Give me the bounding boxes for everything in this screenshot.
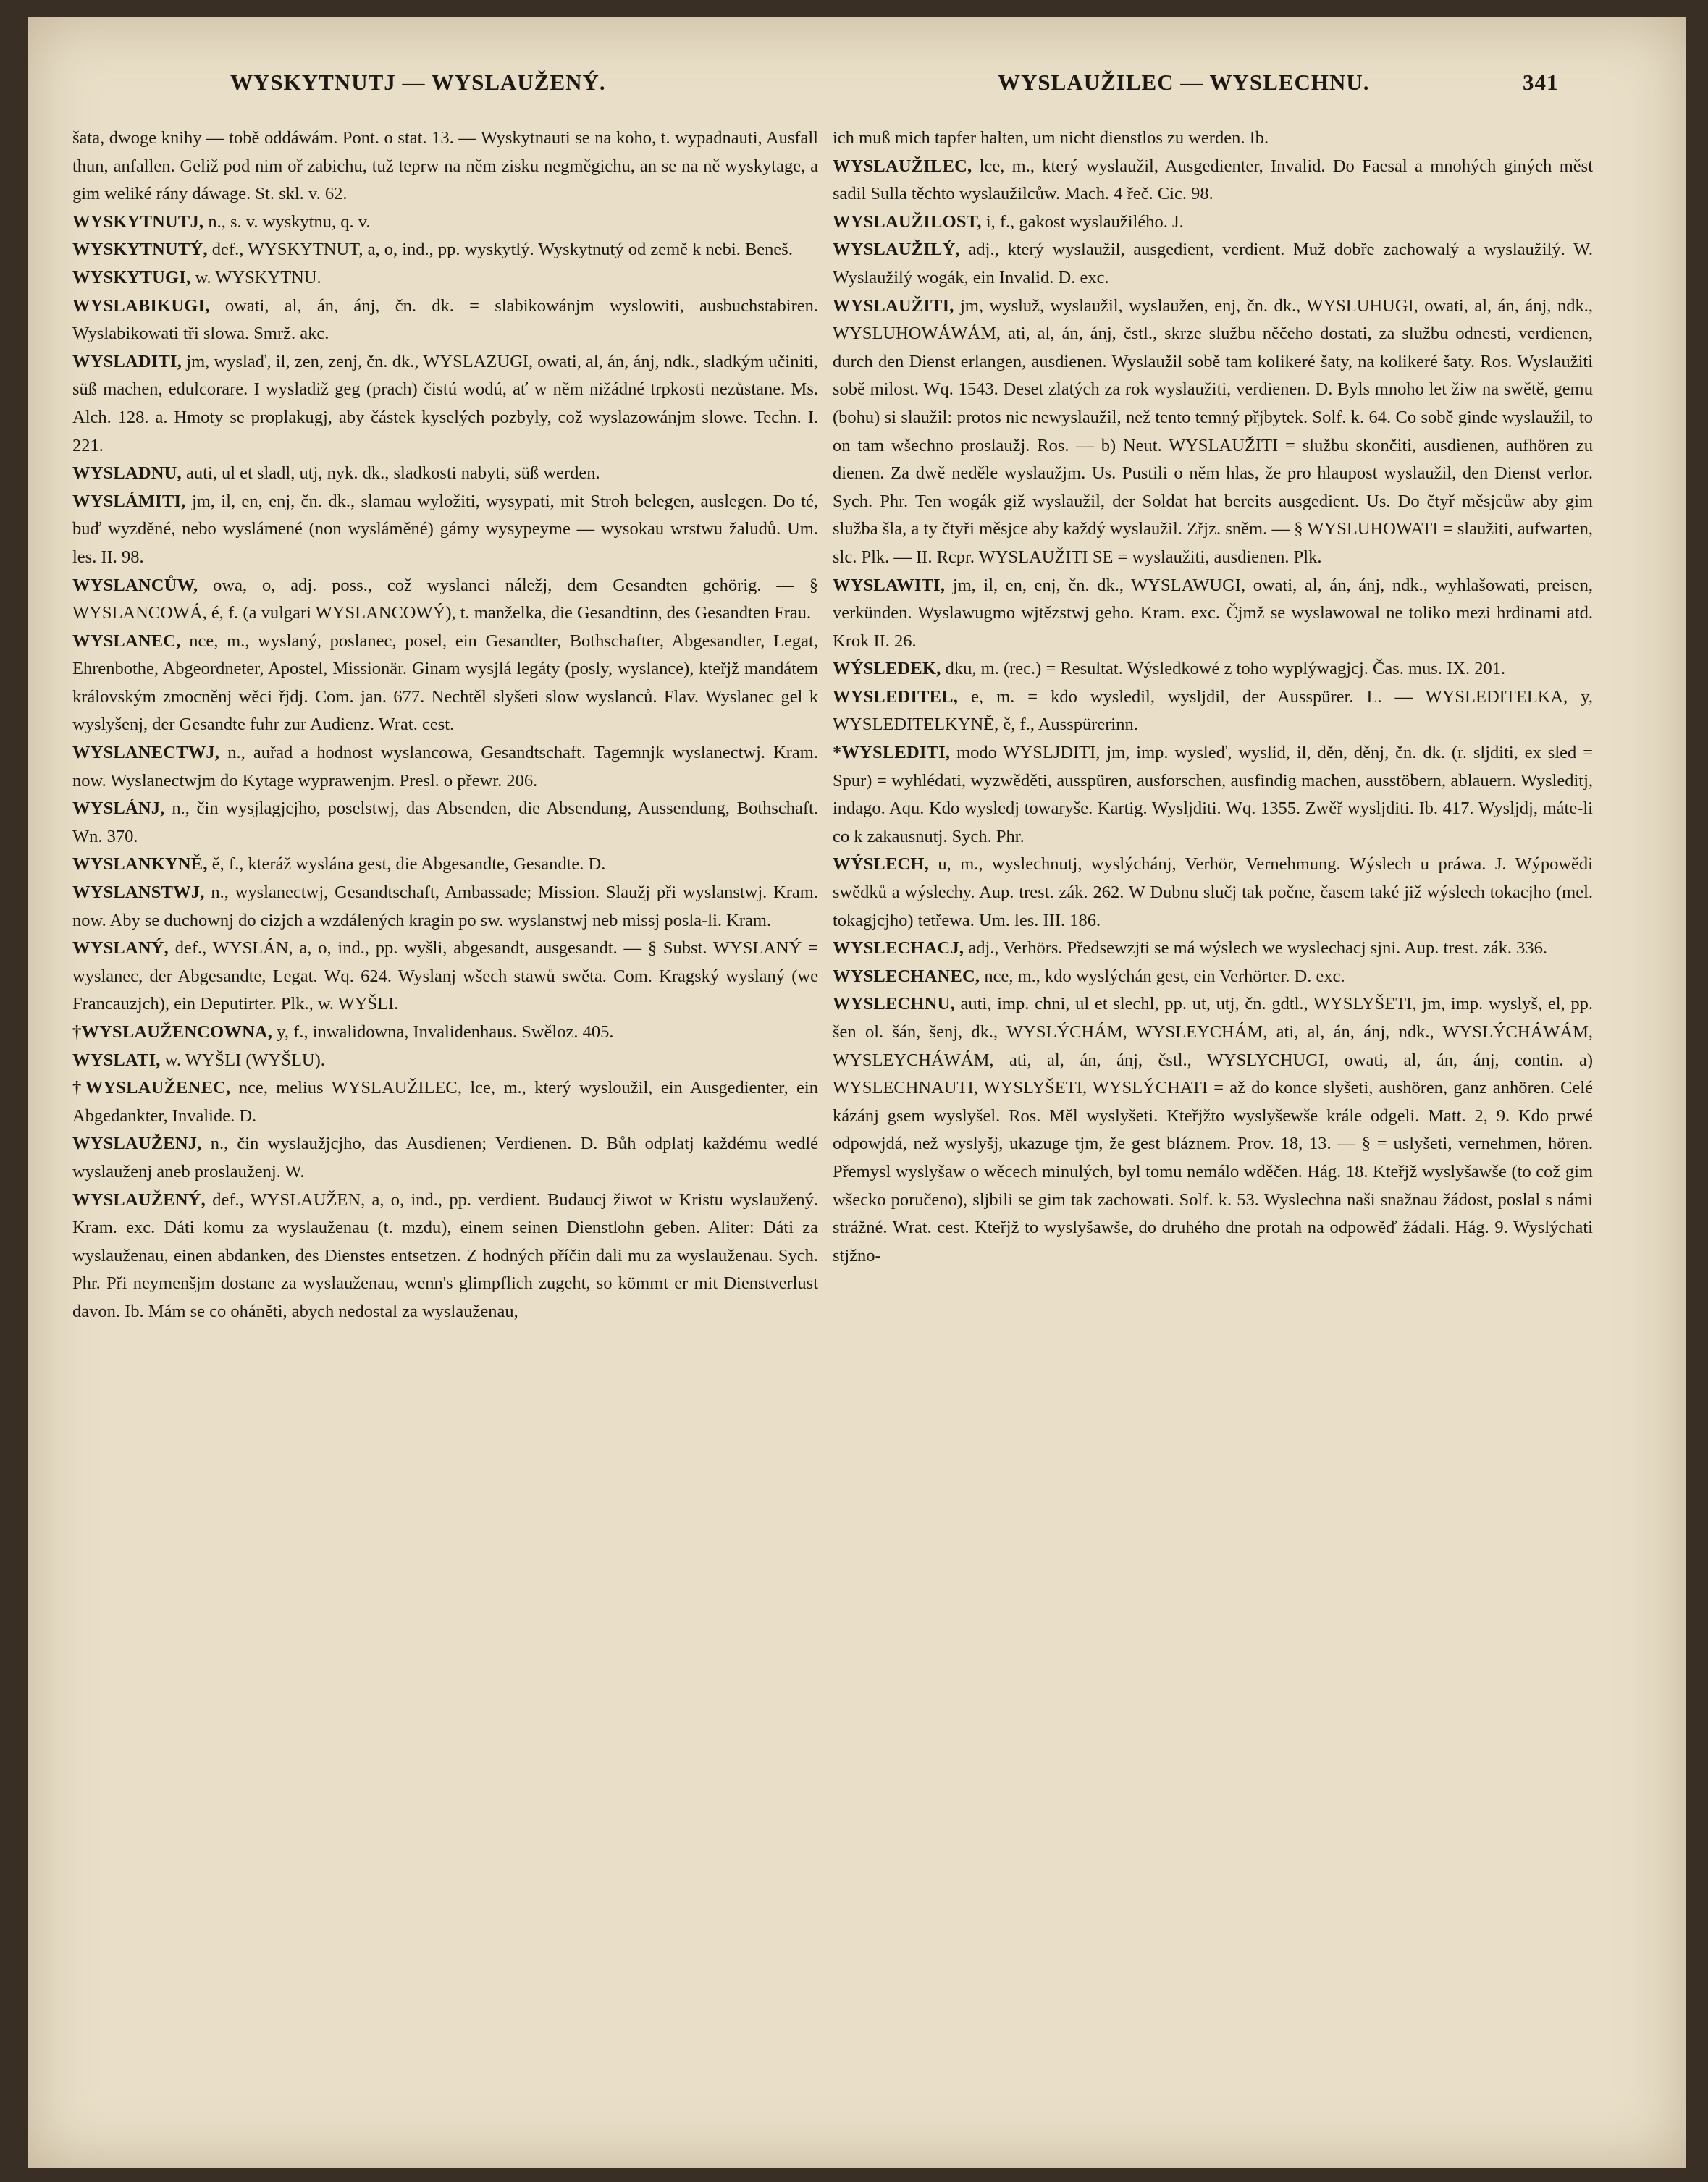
entry-text: lce, m., který wyslaužil, Ausgedienter, Invalid. Do Faesal a mnohých giných měst sadil Sulla těchto wyslaužilcůw. Mach. 4 řeč. Cic. 98.	[833, 156, 1593, 204]
dictionary-page	[28, 17, 1686, 2168]
entry-headword: WYSLADNU,	[72, 463, 182, 484]
entry-headword: WYSLABIKUGI,	[72, 295, 210, 316]
dictionary-entry	[72, 1074, 818, 1130]
entry-text: e, m. = kdo wysledil, wysljdil, der Ausspürer. L. — WYSLEDITELKA, y, WYSLEDITELKYNĚ, ě, f., Ausspürerinn.	[833, 686, 1593, 735]
dictionary-entry	[72, 348, 818, 460]
entry-headword: WYSLAUŽILEC,	[833, 156, 972, 176]
dictionary-entry	[72, 628, 818, 739]
entry-text: n., s. v. wyskytnu, q. v.	[203, 211, 371, 232]
entry-headword: WYSLATI,	[72, 1050, 161, 1070]
entry-headword: WYSLEDITEL,	[833, 686, 959, 707]
page-number: 341	[1523, 69, 1559, 95]
dictionary-entry	[72, 488, 818, 572]
entry-headword: WYSLAUŽENJ,	[72, 1134, 202, 1154]
entry-text: n., čin wysjlagjcjho, poselstwj, das Absenden, die Absendung, Aussendung, Bothschaft. Wn. 370.	[72, 799, 818, 846]
entry-text: n., čin wyslaužjcjho, das Ausdienen; Verdienen. D. Bůh odplatj každému wedlé wyslauženj aneb proslauženj. W.	[72, 1134, 818, 1181]
dictionary-entry	[72, 935, 818, 1019]
dictionary-entry	[72, 1047, 818, 1075]
dictionary-entry	[833, 963, 1593, 991]
entry-headword: WYSLANKYNĚ,	[72, 854, 208, 875]
dictionary-entry	[72, 236, 818, 264]
entry-headword: WYSLÁMITI,	[72, 491, 186, 511]
entry-text: jm, il, en, enj, čn. dk., slamau wyložiti, wysypati, mit Stroh belegen, auslegen. Do té, buď wyzděné, nebo wyslámené (non wysláměné) gámy wysypeyme — wysokau wrstwu žaludů. Um. les. II. 98.	[72, 491, 818, 567]
entry-headword: WYSLECHNU,	[833, 994, 955, 1014]
entry-text: nce, m., wyslaný, poslanec, posel, ein Gesandter, Bothschafter, Abgesandter, Legat, Ehrenbothe, Abgeordneter, Apostel, Missionär. Ginam wysjlá legáty (posly, wyslance), kteřjž mandátem královským zmocněnj wěci řjdj. Com. jan. 677. Nechtěl slyšeti slow wyslanců. Flav. Wyslanec gel k wyslyšenj, der Gesandte fuhr zur Audienz. Wrat. cest.	[72, 631, 818, 735]
entry-headword: WYSLAUŽILOST,	[833, 211, 982, 232]
entry-text: nce, m., kdo wyslýchán gest, ein Verhörter. D. exc.	[980, 966, 1345, 986]
dictionary-entry	[833, 236, 1593, 292]
dictionary-entry	[72, 739, 818, 795]
entry-text: adj., Verhörs. Předsewzjti se má wýslech we wyslechacj sjni. Aup. trest. zák. 336.	[964, 938, 1548, 959]
entry-text: i, f., gakost wyslaužilého. J.	[981, 211, 1184, 232]
dictionary-entry	[833, 572, 1593, 656]
entry-text: w. WYŠLI (WYŠLU).	[160, 1050, 325, 1070]
entry-headword: WYSLANECTWJ,	[72, 743, 220, 763]
entry-text: ě, f., kteráž wyslána gest, die Abgesandte, Gesandte. D.	[207, 854, 606, 875]
entry-headword: WYSLANÝ,	[72, 938, 169, 959]
entry-text: auti, ul et sladl, utj, nyk. dk., sladkosti nabyti, süß werden.	[181, 463, 600, 484]
dictionary-entry	[72, 879, 818, 935]
entry-text: adj., který wyslaužil, ausgedient, verdient. Muž dobře zachowalý a wyslaužilý. W. Wyslaužilý wogák, ein Invalid. D. exc.	[833, 240, 1593, 287]
entry-headword: WYSLAWITI,	[833, 575, 946, 595]
dictionary-entry	[72, 208, 818, 237]
entry-text: dku, m. (rec.) = Resultat. Wýsledkowé z toho wyplýwagjcj. Čas. mus. IX. 201.	[941, 659, 1506, 679]
entry-headword: †WYSLAUŽENCOWNA,	[72, 1022, 273, 1042]
entry-headword: WYSLAUŽENÝ,	[72, 1189, 206, 1210]
entry-text: w. WYSKYTNU.	[190, 267, 321, 287]
dictionary-entry	[72, 264, 818, 292]
dictionary-entry	[72, 1187, 818, 1326]
dictionary-entry	[833, 292, 1593, 572]
entry-headword: †WYSLAUŽENEC,	[72, 1078, 231, 1098]
dictionary-entry	[833, 990, 1593, 1270]
dictionary-entry	[72, 125, 818, 208]
entry-text: def., WYSLAUŽEN, a, o, ind., pp. verdient. Budaucj žiwot w Kristu wyslaužený. Kram. exc. Dáti komu za wyslauženau (t. mzdu), einem seinen Dienstlohn geben. Aliter: Dáti za wyslauženau, einen abdanken, des Dienstes entsetzen. Z hodných příčin dali mu za wyslauženau. Sych. Phr. Při neymenšjm dostane za wyslauženau, wenn's glimpflich zugeht, so kömmt er mit Dienstverlust davon. Ib. Mám se co oháněti, abych nedostal za wyslauženau,	[72, 1189, 818, 1321]
dictionary-entry	[72, 292, 818, 348]
dictionary-entry	[72, 795, 818, 851]
dictionary-entry	[72, 851, 818, 879]
entry-text: jm, wyslaď, il, zen, zenj, čn. dk., WYSLAZUGI, owati, al, án, ánj, ndk., sladkým učiniti, süß machen, edulcorare. I wysladiž geg (prach) čistú wodú, ať w něm nižádné trpkosti nezůstane. Ms. Alch. 128. a. Hmoty se proplakugj, aby částek kyselých pozbyly, což wyslazowánjm slowe. Techn. I. 221.	[72, 351, 818, 455]
entry-text: n., auřad a hodnost wyslancowa, Gesandtschaft. Tagemnjk wyslanectwj. Kram. now. Wyslanectwjm do Kytage wyprawenjm. Presl. o přewr. 206.	[72, 743, 818, 791]
entry-headword: WYSKYTUGI,	[72, 267, 191, 287]
dictionary-entry	[72, 1019, 818, 1047]
entry-headword: WYSLANCŮW,	[72, 575, 198, 595]
dictionary-entry	[833, 739, 1593, 851]
entry-text: jm, wysluž, wyslaužil, wyslaužen, enj, čn. dk., WYSLUHUGI, owati, al, án, ánj, ndk., WYSLUHOWÁWÁM, ati, al, án, ánj, čstl., skrze službu něčeho dostati, za službu odnesti, verdienen, durch den Dienst erlangen, ausdienen. Wyslaužil sobě tam kolikeré šaty, na kolikeré šaty. Ros. Wyslaužiti sobě milost. Wq. 1543. Deset zlatých za rok wyslaužiti, verdienen. D. Byls mnoho let žiw na swětě, gemu (bohu) si slaužil: protos nic newyslaužil, než tento temný přjbytek. Solf. k. 64. Co sobě ginde wyslaužil, to on tam wšechno proslaužj. Ros. — b) Neut. WYSLAUŽITI = službu skončiti, ausdienen, aufhören zu dienen. Za dwě neděle wyslaužjm. Us. Pustili o něm hlas, že pro hlaupost wyslaužil, den Dienst verlor. Sych. Phr. Ten wogák giž wyslaužil, der Soldat hat bereits ausgedient. Us. Do čtyř měsjcůw aby gim služba šla, a ty čtyři měsjce aby každý wyslaužil. Zřjz. sněm. — § WYSLUHOWATI = slaužiti, aufwarten, slc. Plk. — II. Rcpr. WYSLAUŽITI SE = wyslaužiti, ausdienen. Plk.	[833, 295, 1593, 567]
entry-headword: WÝSLECH,	[833, 854, 929, 875]
dictionary-entry	[833, 935, 1593, 963]
entry-text: nce, melius WYSLAUŽILEC, lce, m., který wysloužil, ein Ausgedienter, ein Abgedankter, Invalide. D.	[72, 1078, 818, 1126]
entry-text: ich muß mich tapfer halten, um nicht dienstlos zu werden. Ib.	[833, 128, 1269, 148]
dictionary-entry	[72, 1130, 818, 1186]
dictionary-entry	[833, 208, 1593, 237]
entry-headword: WYSLAUŽILÝ,	[833, 240, 960, 260]
entry-headword: WYSLECHANEC,	[833, 966, 980, 986]
entry-headword: WYSLAUŽITI,	[833, 295, 954, 316]
entry-text: owati, al, án, ánj, čn. dk. = slabikowánjm wyslowiti, ausbuchstabiren. Wyslabikowati tři slowa. Smrž. akc.	[72, 295, 818, 344]
entry-headword: WYSLANEC,	[72, 631, 181, 651]
right-running-head: WYSLAUŽILEC — WYSLECHNU.	[998, 69, 1370, 95]
entry-text: jm, il, en, enj, čn. dk., WYSLAWUGI, owati, al, án, ánj, ndk., wyhlašowati, preisen, verkünden. Wyslawugmo wjtězstwj geho. Kram. exc. Čjmž se wyslawowal ne toliko mezi hrdinami atd. Krok II. 26.	[833, 575, 1593, 651]
left-running-head: WYSKYTNUTJ — WYSLAUŽENÝ.	[230, 69, 606, 95]
dictionary-entry	[833, 125, 1593, 153]
entry-text: def., WYSKYTNUT, a, o, ind., pp. wyskytlý. Wyskytnutý od země k nebi. Beneš.	[207, 240, 793, 260]
entry-headword: WYSLECHACJ,	[833, 938, 964, 959]
dictionary-entry	[72, 572, 818, 628]
entry-text: u, m., wyslechnutj, wyslýchánj, Verhör, Vernehmung. Wýslech u práwa. J. Wýpowědi swědků a wýslechy. Aup. trest. zák. 262. W Dubnu slučj tak počne, časem také již wýslech tokacjho (mel. tokagjcjho) tetřewa. Um. les. III. 186.	[833, 854, 1593, 930]
entry-text: auti, imp. chni, ul et slechl, pp. ut, utj, čn. gdtl., WYSLYŠETI, jm, imp. wyslyš, el, pp. šen ol. šán, šenj, dk., WYSLÝCHÁM, WYSLEYCHÁM, ati, al, án, ánj, ndk., WYSLÝCHÁWÁM, WYSLEYCHÁWÁM, ati, al, án, ánj, čstl., WYSLYCHUGI, owati, al, án, ánj, contin. a) WYSLECHNAUTI, WYSLYŠETI, WYSLÝCHATI = až do konce slyšeti, aushören, ganz anhören. Celé kázánj gsem wyslyšel. Ros. Měl wyslyšeti. Kteřjžto wyslyšewše krále odgeli. Matt. 2, 9. Kdo prwé odpowjdá, než wyslyšj, ukazuge tjm, že gest bláznem. Prov. 18, 13. — § = uslyšeti, vernehmen, hören. Přemysl wyslyšaw o wěcech minulých, byl tomu nemálo wděčen. Hág. 18. Kteřjž wyslyšawše (to což gim wšecko poručeno), sljbili se gim tak zachowati. Solf. k. 53. Wyslechna naši snažnau žádost, poslal s námi strážné. Wrat. cest. Kteřjž to wyslyšawše, do druhého dne protah na odpowěď žádali. Hág. 9. Wyslýchati stjžno-	[833, 994, 1593, 1265]
left-column	[72, 125, 818, 2144]
entry-headword: WYSLADITI,	[72, 351, 182, 371]
entry-headword: WÝSLEDEK,	[833, 659, 941, 679]
right-column	[833, 125, 1593, 2144]
entry-text: def., WYSLÁN, a, o, ind., pp. wyšli, abgesandt, ausgesandt. — § Subst. WYSLANÝ = wyslanec, der Abgesandte, Legat. Wq. 624. Wyslanj wšech stawů swěta. Com. Kragský wyslaný (we Francauzjch), ein Deputirter. Plk., w. WYŠLI.	[72, 938, 818, 1014]
entry-headword: *WYSLEDITI,	[833, 743, 951, 763]
page-header	[28, 69, 1686, 113]
entry-text: owa, o, adj. poss., což wyslanci náležj, dem Gesandten gehörig. — § WYSLANCOWÁ, é, f. (a vulgari WYSLANCOWÝ), t. manželka, die Gesandtinn, des Gesandten Frau.	[72, 575, 818, 623]
entry-headword: WYSKYTNUTJ,	[72, 211, 204, 232]
entry-headword: WYSLANSTWJ,	[72, 883, 205, 903]
dictionary-entry	[833, 655, 1593, 683]
entry-text: n., wyslanectwj, Gesandtschaft, Ambassade; Mission. Slaužj při wyslanstwj. Kram. now. Aby se duchownj do cizjch a wzdálených kragin po sw. wyslanstwj neb missj posla-li. Kram.	[72, 883, 818, 930]
dictionary-entry	[833, 683, 1593, 739]
entry-headword: WYSKYTNUTÝ,	[72, 240, 208, 260]
entry-text: modo WYSLJDITI, jm, imp. wysleď, wyslid, il, děn, děnj, čn. dk. (r. sljditi, ex sled = Spur) = wyhlédati, wyzwěděti, ausspüren, ausforschen, ausfindig machen, ausstöbern, ablauern. Wysleditj, indago. Aqu. Kdo wysledj towaryše. Kartig. Wysljditi. Wq. 1355. Zwěř wysljditi. Ib. 417. Wysljdj, máte-li co k zakausnutj. Sych. Phr.	[833, 743, 1593, 846]
entry-text: y, f., inwalidowna, Invalidenhaus. Swěloz. 405.	[272, 1022, 614, 1042]
dictionary-entry	[72, 460, 818, 488]
entry-text: šata, dwoge knihy — tobě oddáwám. Pont. o stat. 13. — Wyskytnauti se na koho, t. wypadnauti, Ausfall thun, anfallen. Geliž pod nim oř zabichu, tuž teprw na něm zisku negměgichu, an se na ně wyskytage, a gim weliké rány dáwage. St. skl. v. 62.	[72, 128, 818, 204]
entry-headword: WYSLÁNJ,	[72, 799, 165, 819]
dictionary-entry	[833, 153, 1593, 208]
dictionary-entry	[833, 851, 1593, 935]
